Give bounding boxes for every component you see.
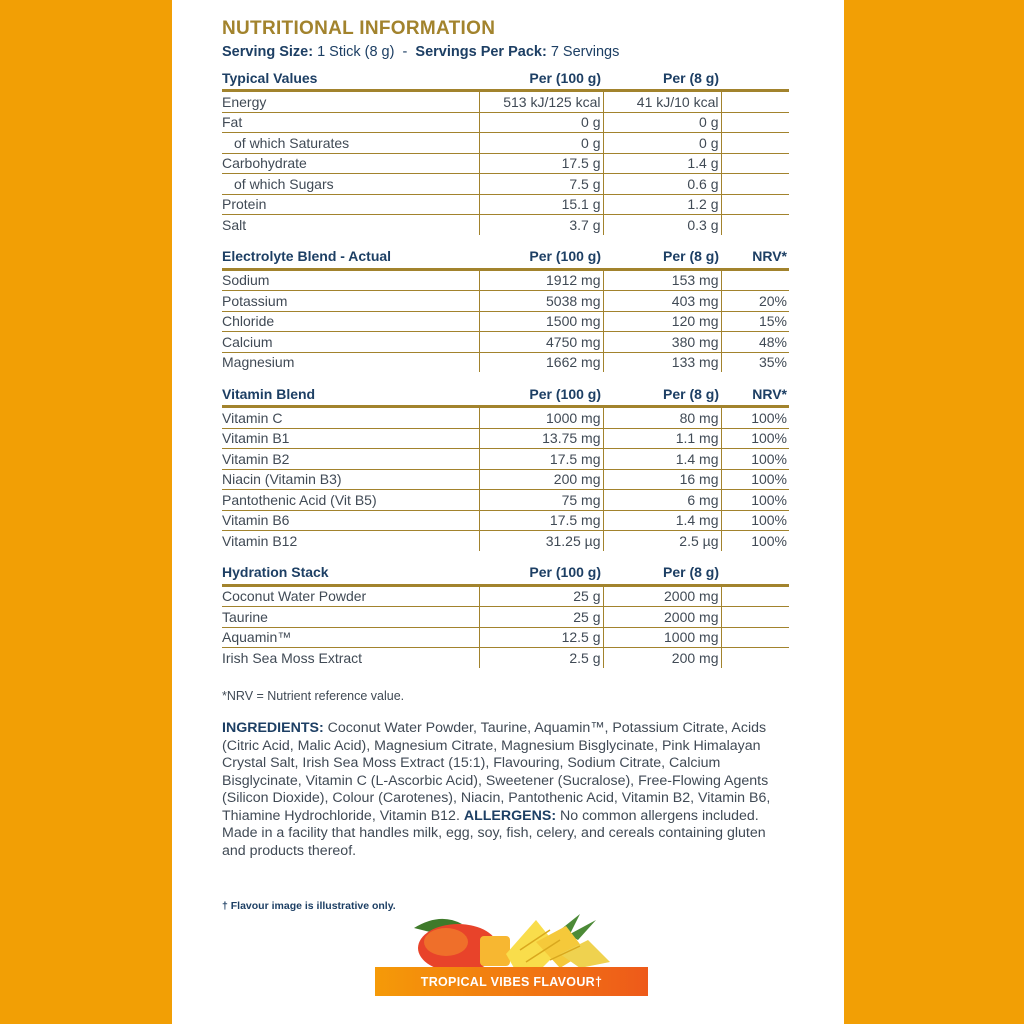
nutrient-value: 48% — [721, 332, 789, 353]
nutrient-name: of which Sugars — [222, 174, 479, 195]
column-header — [721, 68, 789, 91]
nutrient-value: 100% — [721, 469, 789, 490]
nutrient-value — [721, 174, 789, 195]
table-row — [222, 352, 789, 372]
nutrient-value: 15% — [721, 311, 789, 332]
typical-values-table — [222, 68, 789, 235]
nutrient-name: Vitamin B2 — [222, 449, 479, 470]
table-header-row — [222, 563, 789, 586]
nutrient-name: Energy — [222, 91, 479, 113]
nutrient-value: 16 mg — [603, 469, 721, 490]
flavour-footnote: † Flavour image is illustrative only. — [222, 900, 396, 912]
allergens-text: No common allergens included. Made in a facility that handles milk, egg, soy, fish, celery, and cereals containing gluten and products thereof. — [222, 807, 766, 859]
nutrient-value: 35% — [758, 354, 787, 371]
nutrient-name: Taurine — [222, 607, 479, 628]
nrv-footnote: *NRV = Nutrient reference value. — [222, 689, 405, 703]
table-header-row — [222, 384, 789, 407]
nutrient-value: 2.5 g — [479, 648, 603, 668]
nutrient-value: 4750 mg — [479, 332, 603, 353]
column-header: NRV* — [721, 384, 789, 407]
nutrient-name: Carbohydrate — [222, 153, 479, 174]
table-row — [222, 585, 789, 607]
servings-per-pack-label: Servings Per Pack: — [415, 44, 547, 60]
table-header-row — [222, 247, 789, 270]
nutrient-value: 1500 mg — [479, 311, 603, 332]
nutrient-value: 25 g — [479, 585, 603, 607]
nutrient-value: 1000 mg — [603, 627, 721, 648]
nutrient-name: Niacin (Vitamin B3) — [222, 469, 479, 490]
nutrient-value: 100% — [721, 510, 789, 531]
nutrient-value: 7.5 g — [479, 174, 603, 195]
nutrient-value: 0 g — [479, 112, 603, 133]
nutrient-value: 133 mg — [603, 352, 721, 372]
nutrient-name: Irish Sea Moss Extract — [222, 648, 479, 668]
nutrient-value: 100% — [721, 407, 789, 429]
column-header — [721, 563, 789, 586]
nutrient-value — [721, 215, 789, 235]
page-title: NUTRITIONAL INFORMATION — [222, 18, 496, 39]
table-row — [222, 428, 789, 449]
allergens-label: ALLERGENS: — [463, 807, 557, 824]
table-row — [222, 269, 789, 291]
nutrient-value: 153 mg — [603, 269, 721, 291]
table-row — [222, 490, 789, 511]
nutrient-name: Coconut Water Powder — [222, 585, 479, 607]
nutrient-value: 120 mg — [603, 311, 721, 332]
nutrient-value: 5038 mg — [479, 291, 603, 312]
nutrient-name: Aquamin™ — [222, 627, 479, 648]
column-header: Per (8 g) — [603, 247, 721, 270]
nutrient-value: 31.25 µg — [479, 531, 603, 551]
nutrient-value — [721, 607, 789, 628]
table-row — [222, 174, 789, 195]
section-heading: Typical Values — [222, 68, 479, 91]
nutrition-tables — [222, 68, 789, 668]
section-heading: Electrolyte Blend - Actual — [222, 247, 479, 270]
table-row — [222, 449, 789, 470]
nutrient-value: 80 mg — [603, 407, 721, 429]
nutrient-value: 1.1 mg — [603, 428, 721, 449]
table-row — [222, 291, 789, 312]
table-row — [222, 531, 789, 551]
nutrient-value: 200 mg — [479, 469, 603, 490]
table-row — [222, 627, 789, 648]
column-header: Per (100 g) — [479, 68, 603, 91]
nutrient-value: 403 mg — [603, 291, 721, 312]
column-header: Per (8 g) — [603, 563, 721, 586]
nutrient-name: of which Saturates — [222, 133, 479, 154]
nutrient-name: Vitamin B1 — [222, 428, 479, 449]
nutrient-value: 0 g — [479, 133, 603, 154]
nutrient-value: 1.4 mg — [603, 449, 721, 470]
nutrient-value: 1.4 g — [603, 153, 721, 174]
column-header: Per (100 g) — [479, 247, 603, 270]
column-header: NRV* — [721, 247, 789, 270]
nutrient-value — [721, 153, 789, 174]
nutrient-value — [721, 112, 789, 133]
table-row — [222, 648, 789, 668]
nutrient-value: 25 g — [479, 607, 603, 628]
pineapple-fruit-icon — [506, 914, 610, 968]
nutrient-value: 17.5 mg — [479, 510, 603, 531]
nutrient-value: 12.5 g — [479, 627, 603, 648]
nutrient-value: 1662 mg — [479, 352, 603, 372]
label-panel — [172, 0, 844, 1024]
nutrient-value: 75 mg — [479, 490, 603, 511]
table-row — [222, 510, 789, 531]
nutrient-value: 6 mg — [603, 490, 721, 511]
nutrient-value — [721, 585, 789, 607]
table-row — [222, 607, 789, 628]
serving-size-label: Serving Size: — [222, 44, 314, 60]
nutrient-value: 17.5 g — [479, 153, 603, 174]
nutrient-value — [721, 269, 789, 291]
column-header: Per (8 g) — [603, 68, 721, 91]
nutrient-value: 13.75 mg — [479, 428, 603, 449]
nutrient-value — [721, 91, 789, 113]
nutrient-value: 100% — [721, 428, 789, 449]
nutrient-value: 15.1 g — [479, 194, 603, 215]
ingredients-label: INGREDIENTS: — [222, 720, 324, 736]
nutrient-name: Vitamin B12 — [222, 531, 479, 551]
nutrient-name: Salt — [222, 215, 479, 235]
section-heading: Hydration Stack — [222, 563, 479, 586]
nutrient-name: Magnesium — [222, 352, 479, 372]
nutrient-name: Vitamin B6 — [222, 510, 479, 531]
column-header: Per (8 g) — [603, 384, 721, 407]
table-row — [222, 91, 789, 113]
nutrient-value: 380 mg — [603, 332, 721, 353]
nutrient-value: 100% — [721, 490, 789, 511]
serving-separator: - — [402, 44, 408, 60]
nutrient-value — [721, 627, 789, 648]
ingredients-text: Coconut Water Powder, Taurine, Aquamin™, Potassium Citrate, Acids (Citric Acid, Malic Acid), Magnesium Citrate, Magnesium Bisglycinate, Pink Himalayan Crystal Salt, Irish Sea Moss Extract (15:1), Flavouring, Sodium Citrate, Calcium Bisglycinate, Vitamin C (L-Ascorbic Acid), Sweetener (Sucralose), Free-Flowing Agents (Silicon Dioxide), Colour (Carotenes), Niacin, Pantothenic Acid, Vitamin B2, Vitamin B6, Thiamine Hydrochloride, Vitamin B12. — [222, 720, 771, 824]
nutrient-value: 1.4 mg — [603, 510, 721, 531]
nutrient-value: 100% — [721, 449, 789, 470]
nutrient-value: 2000 mg — [603, 585, 721, 607]
nutrient-value: 1.2 g — [603, 194, 721, 215]
electrolyte-blend-table — [222, 247, 789, 373]
nutrient-value — [721, 648, 789, 668]
hydration-stack-table — [222, 563, 789, 668]
table-row — [222, 112, 789, 133]
table-row — [222, 194, 789, 215]
table-row — [222, 133, 789, 154]
table-row — [222, 215, 789, 235]
table-row — [222, 407, 789, 429]
table-row — [222, 153, 789, 174]
servings-per-pack-value: 7 Servings — [550, 44, 620, 60]
table-row — [222, 311, 789, 332]
nutrient-value: 513 kJ/125 kcal — [479, 91, 603, 113]
fruit-illustration — [410, 910, 630, 970]
nutrient-value — [721, 133, 789, 154]
nutrient-name: Protein — [222, 194, 479, 215]
column-header: Per (100 g) — [479, 384, 603, 407]
table-row — [222, 469, 789, 490]
nutrient-value: 0.3 g — [603, 215, 721, 235]
nutrient-name: Calcium — [222, 332, 479, 353]
nutrient-value: 3.7 g — [479, 215, 603, 235]
nutrient-value: 17.5 mg — [479, 449, 603, 470]
column-header: Per (100 g) — [479, 563, 603, 586]
nutrient-name: Chloride — [222, 311, 479, 332]
table-header-row — [222, 68, 789, 91]
nutrient-value: 200 mg — [603, 648, 721, 668]
mango-fruit-icon — [414, 919, 510, 970]
section-heading: Vitamin Blend — [222, 384, 479, 407]
nutrient-name: Vitamin C — [222, 407, 479, 429]
nutrient-name: Fat — [222, 112, 479, 133]
vitamin-blend-table — [222, 384, 789, 551]
ingredients-paragraph — [222, 720, 792, 860]
nutrient-value: 0 g — [603, 133, 721, 154]
table-row — [222, 332, 789, 353]
nutrient-value: 2.5 µg — [603, 531, 721, 551]
nutrient-value: 41 kJ/10 kcal — [603, 91, 721, 113]
nutrient-value: 20% — [721, 291, 789, 312]
nutrient-name: Pantothenic Acid (Vit B5) — [222, 490, 479, 511]
nutrient-value — [721, 194, 789, 215]
nutrient-value: 1912 mg — [479, 269, 603, 291]
flavour-banner: TROPICAL VIBES FLAVOUR† — [375, 967, 648, 996]
nutrient-name: Sodium — [222, 269, 479, 291]
nutrient-value: 1000 mg — [479, 407, 603, 429]
nutrient-value: 0.6 g — [603, 174, 721, 195]
serving-size-value: 1 Stick (8 g) — [317, 44, 395, 60]
nutrient-value: 100% — [751, 532, 787, 549]
nutrient-name: Potassium — [222, 291, 479, 312]
serving-info — [222, 44, 619, 60]
nutrient-value: 0 g — [603, 112, 721, 133]
nutrient-value: 2000 mg — [603, 607, 721, 628]
